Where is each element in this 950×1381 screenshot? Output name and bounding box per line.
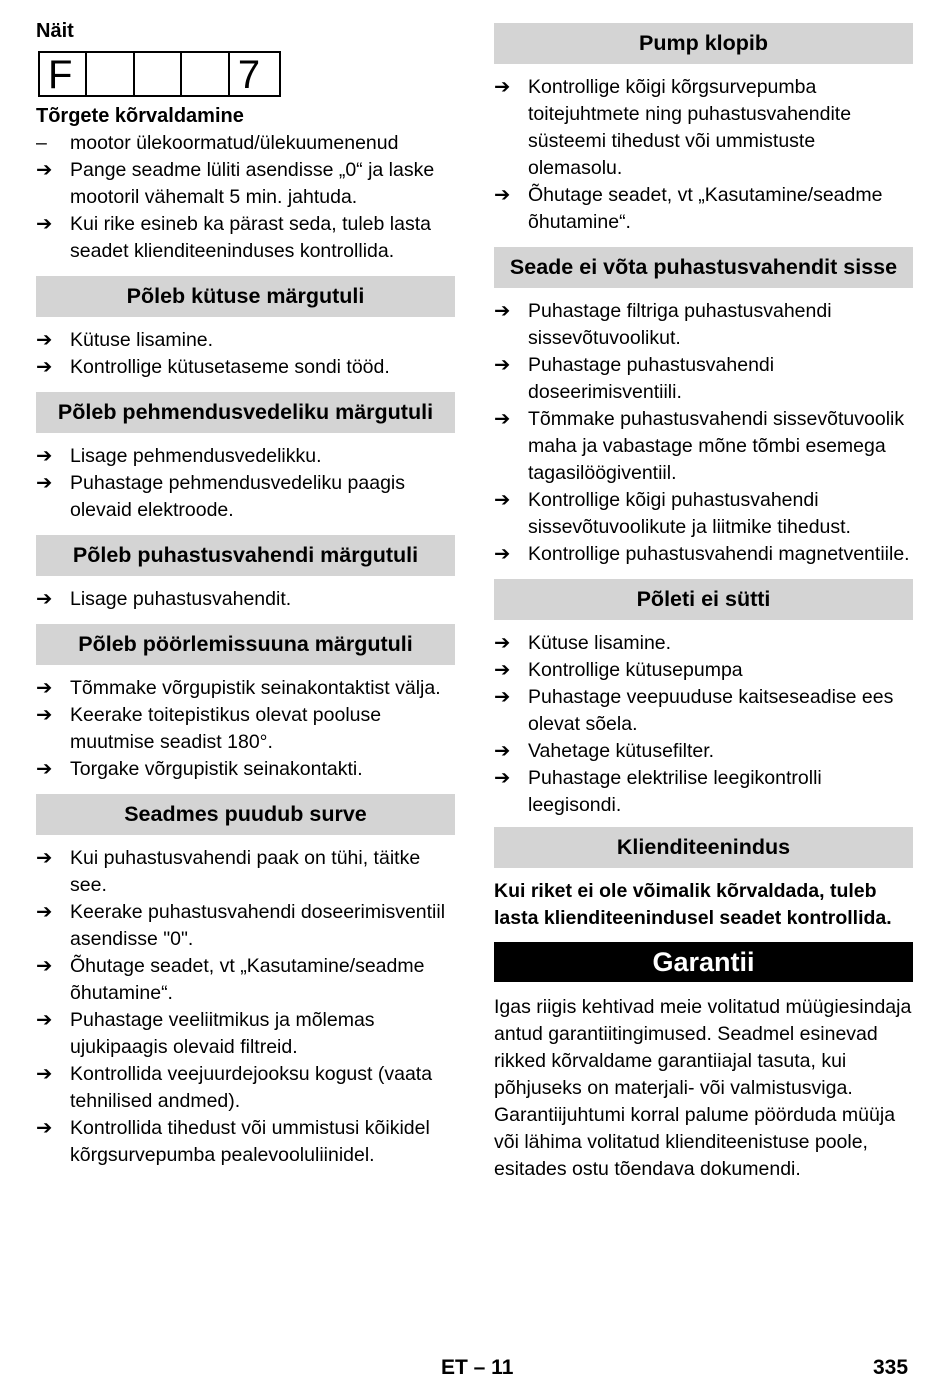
intro-list xyxy=(36,130,455,157)
page-number: 335 xyxy=(873,1356,909,1379)
arrow-icon: ➔ xyxy=(494,408,511,430)
arrow-icon: ➔ xyxy=(494,184,511,206)
arrow-icon: ➔ xyxy=(36,677,53,699)
section-title: Põleb kütuse märgutuli xyxy=(36,276,455,317)
code-cell xyxy=(182,53,229,95)
right-column xyxy=(494,23,913,1183)
section-title: Põleb pöörlemissuuna märgutuli xyxy=(36,624,455,665)
arrow-icon: ➔ xyxy=(36,213,53,235)
section-list xyxy=(36,443,455,524)
arrow-icon: ➔ xyxy=(36,159,53,181)
intro-steps xyxy=(36,157,455,265)
arrow-icon: ➔ xyxy=(36,901,53,923)
service-text: Kui riket ei ole võimalik kõrvaldada, tuleb lasta klienditeenindusel seadet kontrollida. xyxy=(494,880,892,929)
list-item: ➔ Lisage puhastusvahendit. xyxy=(36,586,455,613)
arrow-icon: ➔ xyxy=(36,588,53,610)
list-item: ➔ Kui rike esineb ka pärast seda, tuleb lasta seadet klienditeeninduses kontrollida. xyxy=(36,213,431,262)
troubleshoot-label: Tõrgete kõrvaldamine xyxy=(36,105,244,127)
footer-section: ET – 11 xyxy=(441,1356,514,1379)
list-item: – mootor ülekoormatud/ülekuumenenud xyxy=(36,130,455,157)
list-item: ➔ Kontrollige kõigi puhastusvahendi sissevõtuvoolikute ja liitmike tihedust. xyxy=(494,489,851,538)
list-item: ➔ Kontrollida veejuurdejooksu kogust (vaata tehnilised andmed). xyxy=(36,1063,433,1112)
arrow-icon: ➔ xyxy=(494,489,511,511)
list-item: ➔ Puhastage veepuuduse kaitseseadise ees olevat sõela. xyxy=(494,686,894,735)
arrow-icon: ➔ xyxy=(36,472,53,494)
arrow-icon: ➔ xyxy=(36,1117,53,1139)
code-cell xyxy=(135,53,182,95)
right-sections xyxy=(494,23,913,819)
list-item: ➔ Lisage pehmendusvedelikku. xyxy=(36,443,455,470)
list-item: ➔ Puhastage pehmendusvedeliku paagis olevaid elektroode. xyxy=(36,472,405,521)
fault-code-display xyxy=(38,51,281,97)
list-item: ➔ Kui puhastusvahendi paak on tühi, täitke see. xyxy=(36,847,421,896)
arrow-icon: ➔ xyxy=(36,955,53,977)
list-item: ➔ Kontrollige puhastusvahendi magnetventiile. xyxy=(494,541,913,568)
arrow-icon: ➔ xyxy=(36,1009,53,1031)
list-item: ➔ Puhastage filtriga puhastusvahendi sissevõtuvoolikut. xyxy=(494,300,832,349)
dash-icon: – xyxy=(36,132,47,154)
list-item: ➔ Puhastage elektrilise leegikontrolli leegisondi. xyxy=(494,767,822,816)
list-item: ➔ Keerake toitepistikus olevat pooluse muutmise seadist 180°. xyxy=(36,704,382,753)
code-cell: 7 xyxy=(237,53,261,97)
list-item: ➔ Tõmmake võrgupistik seinakontaktist välja. xyxy=(36,675,455,702)
section-title: Seade ei võta puhastusvahendit sisse xyxy=(494,247,913,288)
section-title: Põleb pehmendusvedeliku märgutuli xyxy=(36,392,455,433)
arrow-icon: ➔ xyxy=(494,354,511,376)
list-item: ➔ Torgake võrgupistik seinakontakti. xyxy=(36,756,455,783)
list-item: ➔ Õhutage seadet, vt „Kasutamine/seadme õhutamine“. xyxy=(494,184,883,233)
list-item: ➔ Vahetage kütusefilter. xyxy=(494,738,913,765)
left-sections xyxy=(36,276,455,1169)
arrow-icon: ➔ xyxy=(36,445,53,467)
list-item: ➔ Pange seadme lüliti asendisse „0“ ja laske mootoril vähemalt 5 min. jahtuda. xyxy=(36,159,435,208)
list-item: ➔ Kontrollida tihedust või ummistusi kõikidel kõrgsurvepumba pealevooluliinidel. xyxy=(36,1117,430,1166)
arrow-icon: ➔ xyxy=(494,543,511,565)
section-list xyxy=(36,675,455,783)
code-cell xyxy=(87,53,134,95)
section-list xyxy=(494,74,913,236)
section-list xyxy=(494,298,913,568)
arrow-icon: ➔ xyxy=(494,767,511,789)
section-title: Klienditeenindus xyxy=(494,827,913,868)
arrow-icon: ➔ xyxy=(36,356,53,378)
arrow-icon: ➔ xyxy=(36,847,53,869)
list-item: ➔ Kontrollige kõigi kõrgsurvepumba toitejuhtmete ning puhastusvahendite süsteemi tihedust või ummistuste olemasolu. xyxy=(494,76,852,179)
warranty-text: Igas riigis kehtivad meie volitatud müügiesindaja antud garantiitingimused. Seadmel esinevad rikked kõrvaldame garantiiajal tasuta, kui põhjuseks on materjali- või valmistusviga. Garantiijuhtumi korral palume pöörduda müüja või lähima volitatud klienditeenistuse poole, esitades ostu tõendava dokumendi. xyxy=(494,996,912,1180)
arrow-icon: ➔ xyxy=(494,632,511,654)
example-heading: Näit xyxy=(36,20,74,42)
section-title: Põleti ei sütti xyxy=(494,579,913,620)
list-item: ➔ Tõmmake puhastusvahendi sissevõtuvoolik maha ja vabastage mõne tõmbi esemega tagasilöögiventiil. xyxy=(494,408,905,484)
list-item: ➔ Kontrollige kütusetaseme sondi tööd. xyxy=(36,354,455,381)
section-title: Põleb puhastusvahendi märgutuli xyxy=(36,535,455,576)
arrow-icon: ➔ xyxy=(494,686,511,708)
section-title: Pump klopib xyxy=(494,23,913,64)
section-list xyxy=(36,586,455,613)
arrow-icon: ➔ xyxy=(494,740,511,762)
arrow-icon: ➔ xyxy=(36,329,53,351)
arrow-icon: ➔ xyxy=(494,659,511,681)
list-item: ➔ Keerake puhastusvahendi doseerimisventiil asendisse "0". xyxy=(36,901,446,950)
code-cell: F xyxy=(40,53,87,95)
list-item: ➔ Õhutage seadet, vt „Kasutamine/seadme õhutamine“. xyxy=(36,955,425,1004)
list-item: ➔ Kontrollige kütusepumpa xyxy=(494,657,913,684)
arrow-icon: ➔ xyxy=(36,758,53,780)
list-item: ➔ Puhastage puhastusvahendi doseerimisventiili. xyxy=(494,354,775,403)
list-item: ➔ Kütuse lisamine. xyxy=(494,630,913,657)
list-item: ➔ Kütuse lisamine. xyxy=(36,327,455,354)
left-column xyxy=(36,18,455,1169)
warranty-title: Garantii xyxy=(494,942,913,982)
arrow-icon: ➔ xyxy=(494,76,511,98)
section-list xyxy=(36,845,455,1169)
section-list xyxy=(494,630,913,819)
arrow-icon: ➔ xyxy=(494,300,511,322)
section-list xyxy=(36,327,455,381)
list-item: ➔ Puhastage veeliitmikus ja mõlemas ujukipaagis olevaid filtreid. xyxy=(36,1009,375,1058)
section-title: Seadmes puudub surve xyxy=(36,794,455,835)
arrow-icon: ➔ xyxy=(36,1063,53,1085)
arrow-icon: ➔ xyxy=(36,704,53,726)
